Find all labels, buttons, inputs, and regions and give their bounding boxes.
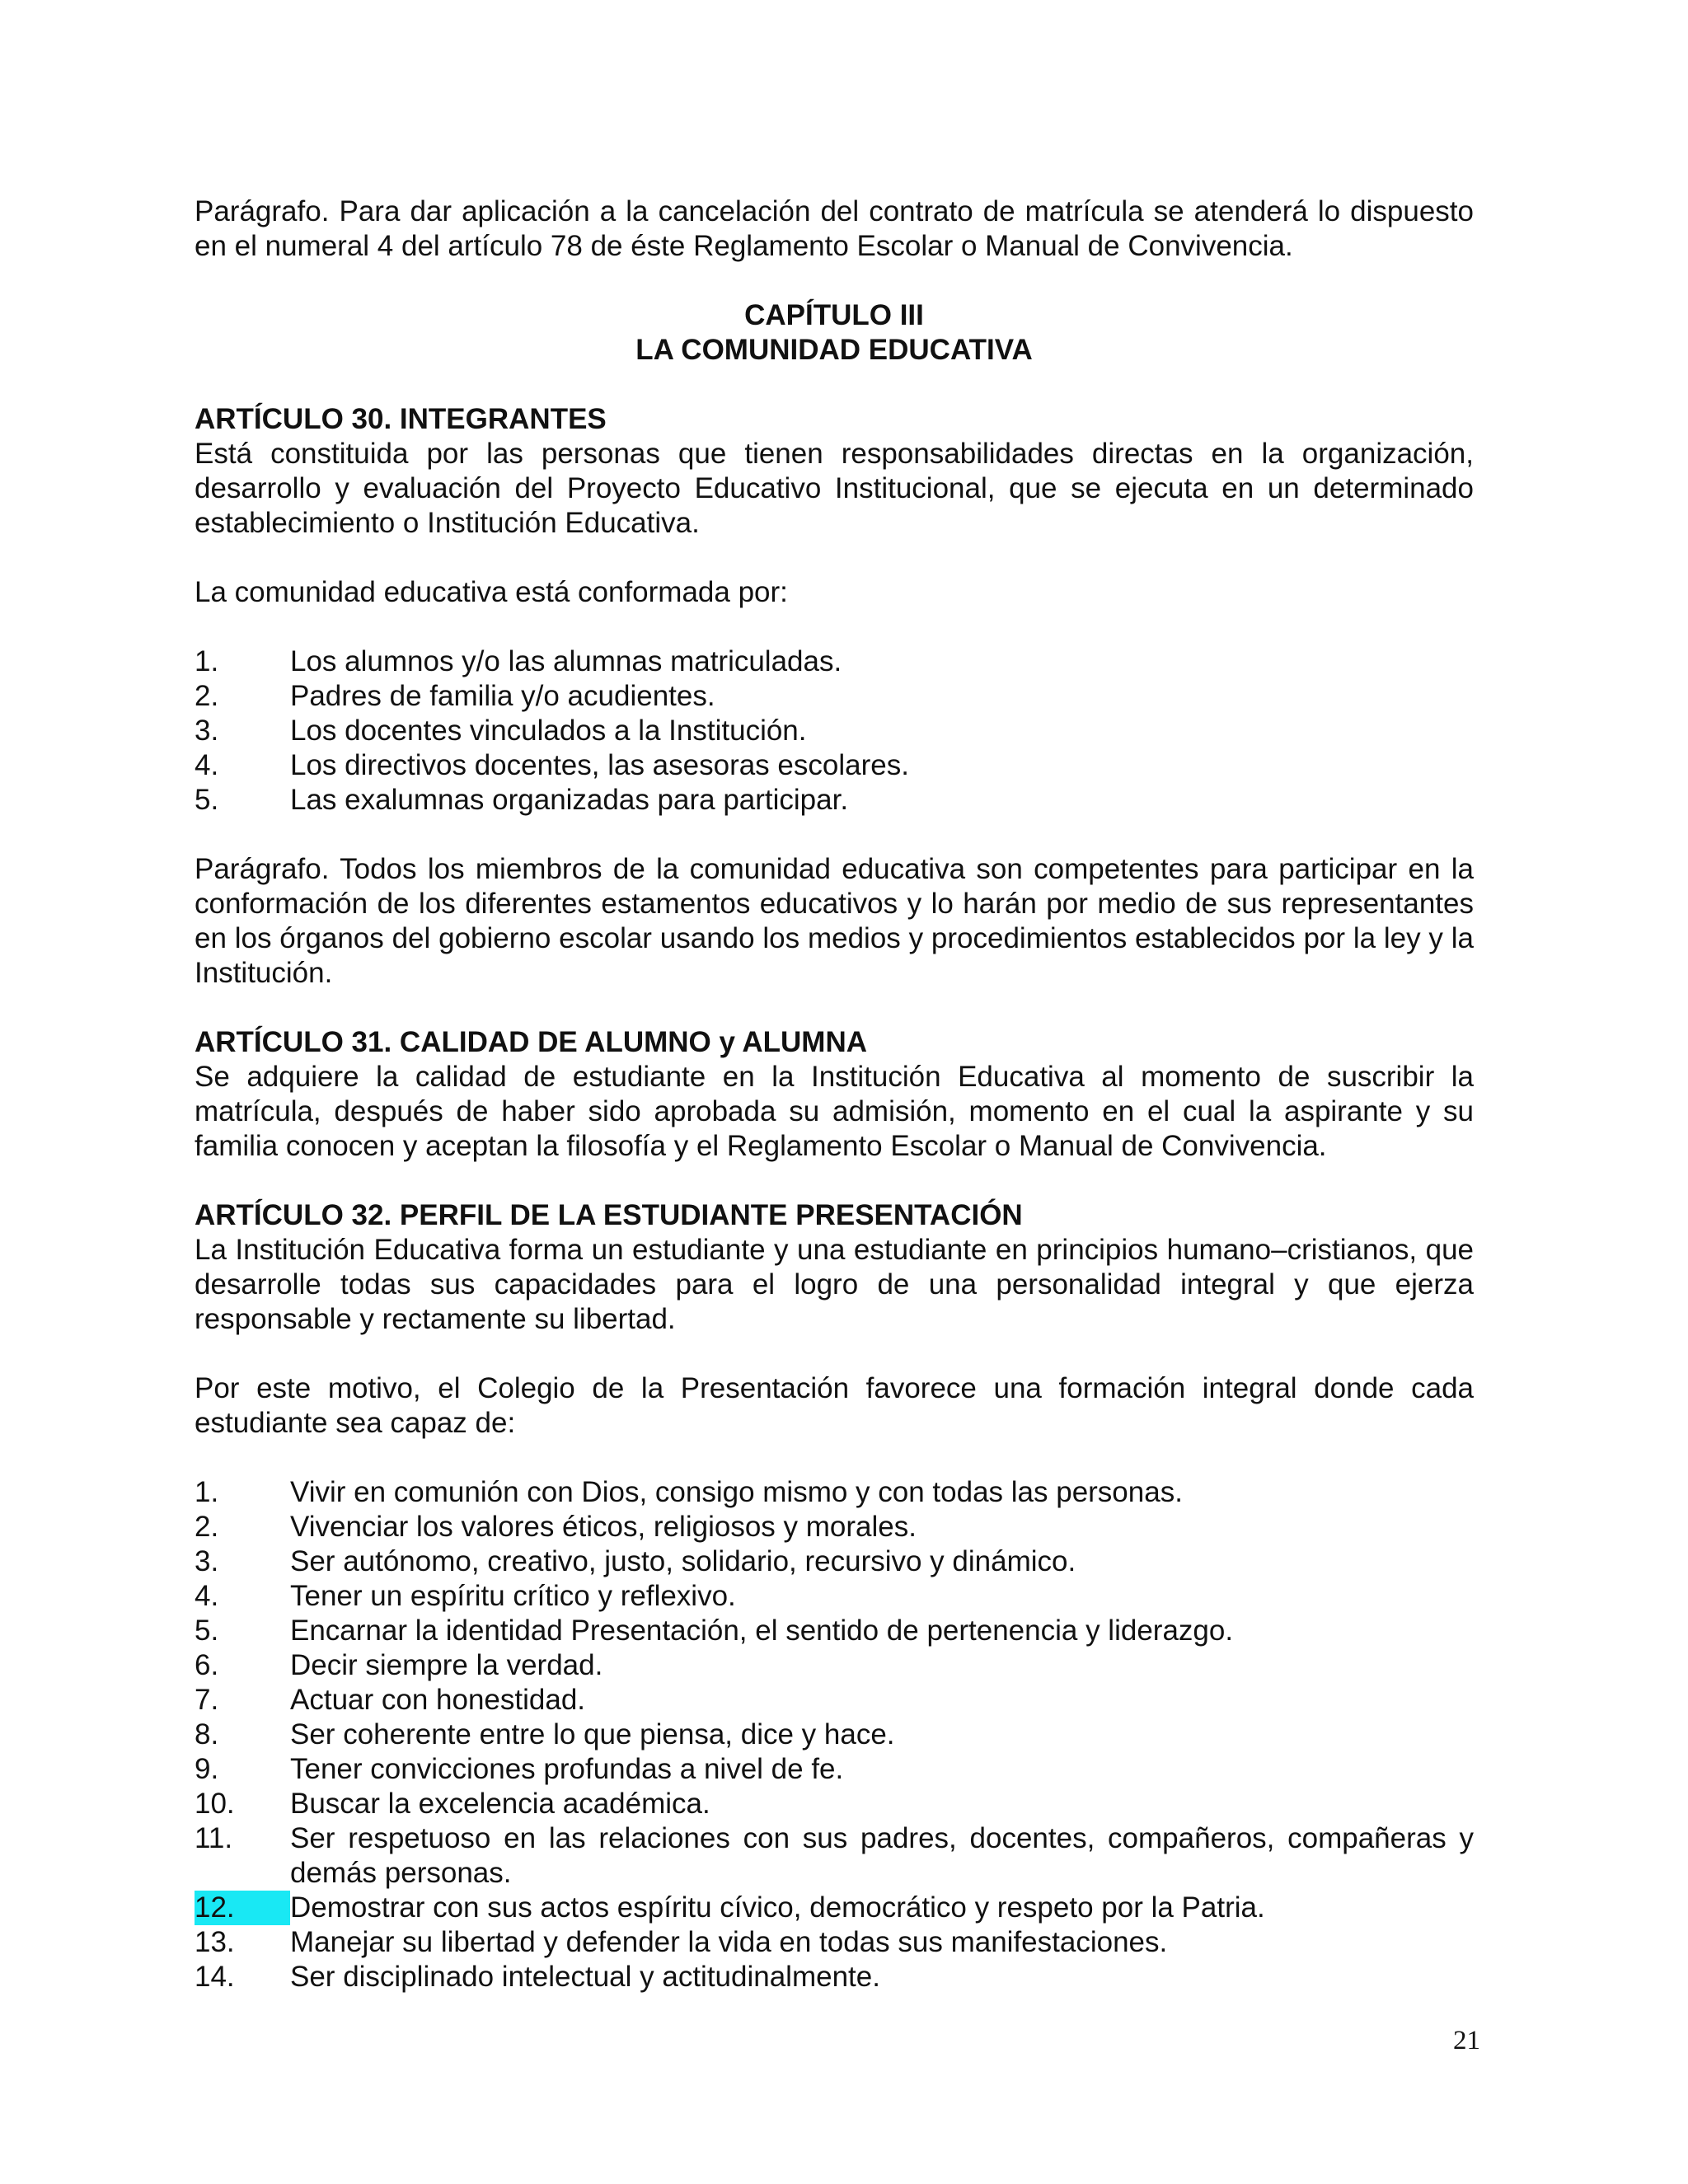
list-item xyxy=(195,783,1474,818)
page-number: 21 xyxy=(1453,2026,1480,2055)
list-item-number: 13. xyxy=(195,1926,235,1958)
article-31-body: Se adquiere la calidad de estudiante en la Institución Educativa al momento de suscribir la matrícula, después de haber sido aprobada su admisión, momento en el cual la aspirante y su familia conocen y aceptan la filosofía y el Reglamento Escolar o Manual de Convivencia. xyxy=(195,1061,1474,1162)
list-item-text: Los directivos docentes, las asesoras escolares. xyxy=(290,749,909,781)
list-item-number: 2. xyxy=(195,1511,219,1543)
list-item xyxy=(195,644,1474,679)
list-item-text: Tener un espíritu crítico y reflexivo. xyxy=(290,1580,736,1612)
paragraph-intro: Parágrafo. Para dar aplicación a la cancelación del contrato de matrícula se atenderá lo dispuesto en el numeral 4 del artículo 78 de éste Reglamento Escolar o Manual de Convivencia. xyxy=(195,195,1474,262)
list-item-number: 3. xyxy=(195,715,219,747)
list-item xyxy=(195,1579,1474,1614)
list-item-text: Vivenciar los valores éticos, religiosos y morales. xyxy=(290,1511,917,1543)
community-members-list xyxy=(195,644,1474,818)
list-item-text: Decir siempre la verdad. xyxy=(290,1649,603,1681)
list-item-number: 6. xyxy=(195,1649,219,1681)
list-item xyxy=(195,1960,1474,1994)
list-item-text: Manejar su libertad y defender la vida en todas sus manifestaciones. xyxy=(290,1926,1168,1958)
list-item-text: Ser autónomo, creativo, justo, solidario, recursivo y dinámico. xyxy=(290,1545,1076,1577)
list-item-number: 1. xyxy=(195,645,219,677)
list-item-number: 4. xyxy=(195,749,219,781)
list-item xyxy=(195,714,1474,748)
list-item-number: 2. xyxy=(195,680,219,712)
list-item-number: 5. xyxy=(195,784,219,816)
page-content xyxy=(195,194,1474,1994)
chapter-title: LA COMUNIDAD EDUCATIVA xyxy=(635,334,1033,366)
list-item-text: Actuar con honestidad. xyxy=(290,1684,586,1716)
list-item xyxy=(195,679,1474,714)
article-30-paragraph: Parágrafo. Todos los miembros de la comunidad educativa son competentes para participar en la conformación de los diferentes estamentos educativos y lo harán por medio de sus representantes en los órganos del gobierno escolar usando los medios y procedimientos establecidos por la ley y la Institución. xyxy=(195,853,1474,989)
list-item-text: Vivir en comunión con Dios, consigo mismo y con todas las personas. xyxy=(290,1476,1183,1508)
list-item xyxy=(195,1648,1474,1683)
list-item-text: Los alumnos y/o las alumnas matriculadas. xyxy=(290,645,842,677)
list-item xyxy=(195,1718,1474,1752)
list-item-text: Demostrar con sus actos espíritu cívico, democrático y respeto por la Patria. xyxy=(290,1891,1265,1924)
list-item-text: Buscar la excelencia académica. xyxy=(290,1788,710,1820)
list-item-text: Ser disciplinado intelectual y actitudinalmente. xyxy=(290,1961,880,1993)
list-item-text: Ser respetuoso en las relaciones con sus padres, docentes, compañeros, compañeras y demás personas. xyxy=(290,1822,1474,1889)
list-item-number: 1. xyxy=(195,1476,219,1508)
list-item-number: 14. xyxy=(195,1961,235,1993)
list-item-text: Las exalumnas organizadas para participar. xyxy=(290,784,849,816)
article-32-body: La Institución Educativa forma un estudiante y una estudiante en principios humano–cristianos, que desarrolle todas sus capacidades para el logro de una personalidad integral y que ejerza responsable y rectamente su libertad. xyxy=(195,1234,1474,1335)
list-item-number: 5. xyxy=(195,1615,219,1647)
list-item-number: 7. xyxy=(195,1684,219,1716)
list-item xyxy=(195,1787,1474,1821)
article-32-list-intro: Por este motivo, el Colegio de la Presentación favorece una formación integral donde cada estudiante sea capaz de: xyxy=(195,1372,1474,1439)
article-30-body: Está constituida por las personas que tienen responsabilidades directas en la organización, desarrollo y evaluación del Proyecto Educativo Institucional, que se ejecuta en un determinado establecimiento o Institución Educativa. xyxy=(195,438,1474,539)
list-item-number: 10. xyxy=(195,1788,235,1820)
list-item-text: Los docentes vinculados a la Institución. xyxy=(290,715,807,747)
chapter-number: CAPÍTULO III xyxy=(744,299,924,331)
list-item xyxy=(195,1614,1474,1648)
list-item xyxy=(195,1475,1474,1510)
list-item xyxy=(195,1752,1474,1787)
list-item-number: 3. xyxy=(195,1545,219,1577)
article-32-heading: ARTÍCULO 32. PERFIL DE LA ESTUDIANTE PRESENTACIÓN xyxy=(195,1199,1023,1231)
list-item-number: 11. xyxy=(195,1822,233,1854)
list-item-number: 8. xyxy=(195,1718,219,1750)
article-31-heading: ARTÍCULO 31. CALIDAD DE ALUMNO y ALUMNA xyxy=(195,1026,868,1058)
list-item-text: Padres de familia y/o acudientes. xyxy=(290,680,715,712)
list-item xyxy=(195,1683,1474,1718)
list-item-text: Tener convicciones profundas a nivel de fe. xyxy=(290,1753,844,1785)
list-item xyxy=(195,1544,1474,1579)
list-item xyxy=(195,1510,1474,1544)
list-item xyxy=(195,748,1474,783)
list-item-text: Encarnar la identidad Presentación, el sentido de pertenencia y liderazgo. xyxy=(290,1615,1234,1647)
list-item xyxy=(195,1821,1474,1891)
student-profile-list xyxy=(195,1475,1474,1994)
list-item-highlighted xyxy=(195,1891,1474,1925)
highlighted-list-item-number: 12. xyxy=(195,1891,290,1925)
article-30-list-intro: La comunidad educativa está conformada por: xyxy=(195,576,788,608)
article-30-heading: ARTÍCULO 30. INTEGRANTES xyxy=(195,403,607,435)
list-item xyxy=(195,1925,1474,1960)
list-item-number: 9. xyxy=(195,1753,219,1785)
list-item-number: 4. xyxy=(195,1580,219,1612)
list-item-text: Ser coherente entre lo que piensa, dice y hace. xyxy=(290,1718,895,1750)
